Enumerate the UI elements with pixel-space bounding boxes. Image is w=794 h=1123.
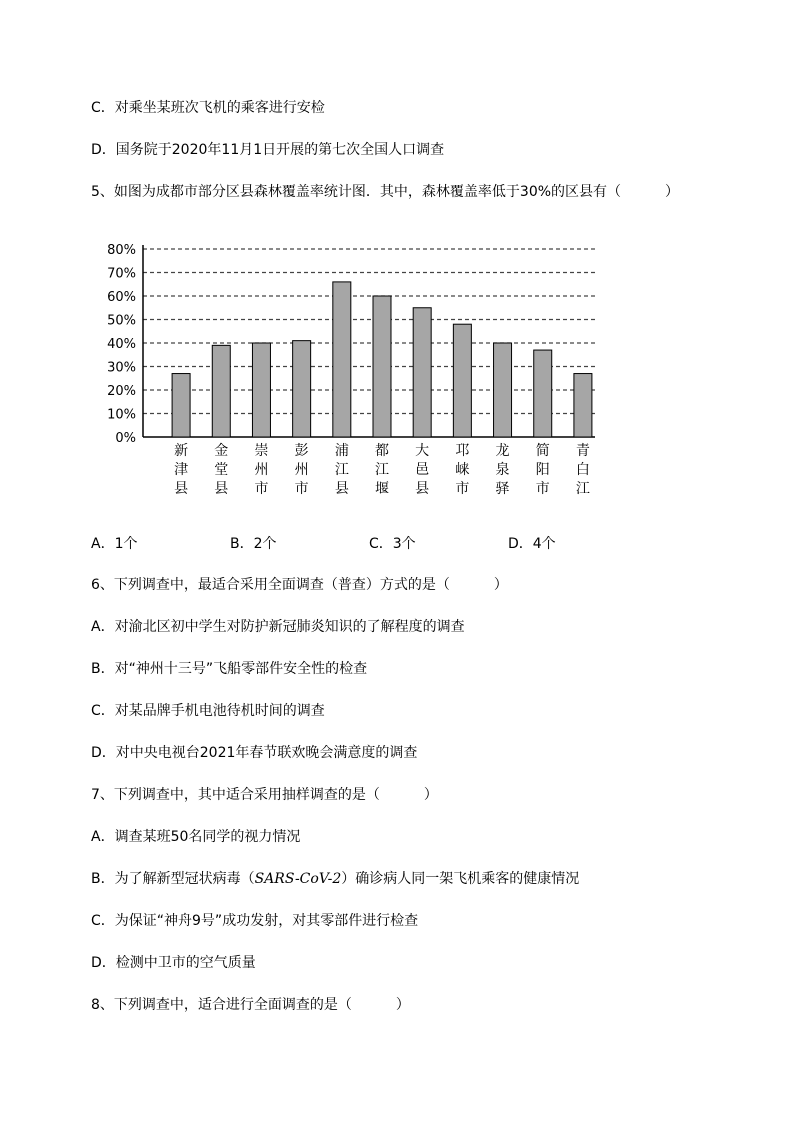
y-tick-label: 20%	[107, 384, 136, 399]
bar	[212, 345, 230, 437]
q5-stem-close: ）	[665, 184, 680, 200]
bar	[293, 341, 311, 437]
q4-option-d: D．国务院于2020年11月1日开展的第七次全国人口调查	[91, 142, 445, 158]
x-category-label: 龙泉驿	[495, 443, 510, 497]
y-tick-label: 70%	[107, 266, 136, 282]
q6-stem	[91, 575, 508, 595]
q5-stem-text: 5、如图为成都市部分区县森林覆盖率统计图．其中，森林覆盖率低于30%的区县有（	[91, 184, 622, 200]
bar	[373, 296, 391, 437]
q6-option-c: C．对某品牌手机电池待机时间的调查	[91, 703, 325, 719]
q8-stem-close: ）	[395, 997, 410, 1013]
y-tick-label: 60%	[107, 290, 136, 305]
x-category-label: 简阳市	[535, 443, 550, 497]
x-category-label: 青白江	[575, 443, 590, 497]
x-category-label: 都江堰	[375, 443, 389, 497]
bar	[252, 343, 270, 437]
q6-option-b: B．对“神州十三号”飞船零部件安全性的检查	[91, 661, 368, 677]
bar	[333, 282, 351, 437]
x-category-label: 浦江县	[334, 443, 349, 497]
y-tick-label: 80%	[107, 243, 136, 258]
y-tick-label: 10%	[107, 407, 136, 423]
bar	[453, 324, 471, 437]
q6-option-a: A．对渝北区初中学生对防护新冠肺炎知识的了解程度的调查	[91, 619, 465, 635]
x-category-label: 崇州市	[254, 443, 269, 497]
q7-option-b-post: ）确诊病人同一架飞机乘客的健康情况	[341, 871, 580, 887]
x-category-label: 邛崃市	[455, 443, 470, 497]
q6-option-d: D．对中央电视台2021年春节联欢晚会满意度的调查	[91, 745, 418, 761]
q5-option-b: B．2个	[230, 536, 277, 552]
q7-option-b-pre: B．为了解新型冠状病毒（	[91, 871, 255, 887]
q7-option-b	[91, 869, 579, 889]
q7-option-c: C．为保证“神舟9号”成功发射，对其零部件进行检查	[91, 913, 419, 929]
bar	[172, 374, 190, 437]
forest-coverage-chart	[100, 236, 600, 502]
bar	[413, 308, 431, 437]
q5-options	[91, 533, 711, 553]
x-category-label: 彭州市	[294, 443, 309, 497]
bar	[574, 374, 592, 437]
q5-option-d: D．4个	[508, 536, 556, 552]
q4-option-c: C．对乘坐某班次飞机的乘客进行安检	[91, 100, 325, 116]
q5-stem	[91, 182, 679, 202]
bar	[494, 343, 512, 437]
q5-option-c: C．3个	[369, 536, 416, 552]
bar	[534, 350, 552, 437]
y-tick-label: 50%	[107, 313, 136, 329]
q6-stem-close: ）	[493, 577, 508, 593]
q7-option-d: D．检测中卫市的空气质量	[91, 955, 256, 971]
q7-option-b-virus: SARS-CoV-2	[254, 871, 342, 887]
y-tick-label: 0%	[115, 431, 136, 446]
x-category-label: 大邑县	[415, 443, 430, 497]
q7-stem-text: 7、下列调查中，其中适合采用抽样调查的是（	[91, 787, 380, 803]
q7-stem	[91, 785, 438, 805]
q7-option-a: A．调查某班50名同学的视力情况	[91, 829, 301, 845]
q7-stem-close: ）	[423, 787, 438, 803]
x-category-label: 金堂县	[214, 443, 229, 497]
q8-stem-text: 8、下列调查中，适合进行全面调查的是（	[91, 997, 352, 1013]
x-category-label: 新津县	[174, 443, 189, 497]
q5-option-a: A．1个	[91, 536, 138, 552]
y-tick-label: 40%	[107, 337, 136, 352]
y-tick-label: 30%	[107, 360, 136, 376]
bar-chart-svg	[100, 236, 600, 502]
q6-stem-text: 6、下列调查中，最适合采用全面调查（普查）方式的是（	[91, 577, 450, 593]
q8-stem	[91, 995, 410, 1015]
